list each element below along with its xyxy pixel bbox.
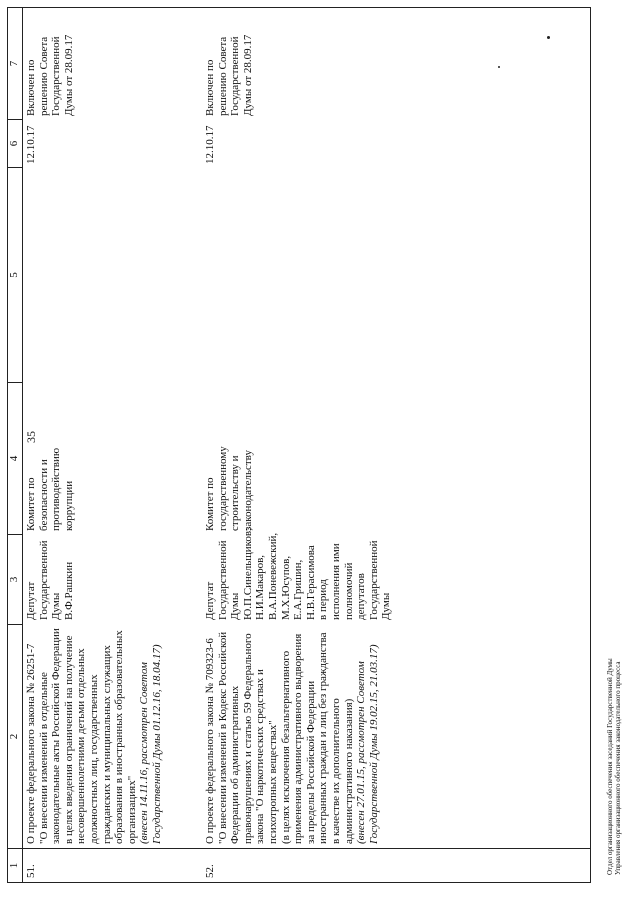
column-header: 1 — [8, 848, 22, 882]
inclusion-status: Включен по решению Совета Государственной Думы от 28.09.17 — [204, 34, 254, 116]
header-divider — [22, 8, 23, 882]
row-number: 52. — [204, 864, 216, 878]
page-number: 35 — [24, 431, 38, 443]
table-row — [25, 8, 195, 882]
footer-line-2: Управления организационного обеспечения законодательного процесса — [614, 661, 622, 875]
agenda-table — [7, 7, 591, 883]
bill-author: Депутат Государственной Думы В.Ф.Рашкин — [25, 540, 75, 620]
responsible-committee: Комитет по государственному строительству и законодательству — [204, 446, 254, 531]
column-header: 7 — [8, 60, 20, 67]
bill-title: О проекте федерального закона № 26251-7 "О внесении изменений в отдельные законодательные акты Российской Федерации в целях введения ограничений на получение несовершеннолетними детьми отдельных должностных лиц, государственных гражданских и муниципальных служащих образования в иностранных образовательных организациях" — [25, 628, 138, 844]
table-row — [204, 8, 434, 882]
column-header: 2 — [8, 624, 22, 848]
bill-note: (внесен 14.11.16, рассмотрен Советом Государственной Думы 01.12.16, 18.04.17) — [138, 644, 163, 844]
inclusion-status: Включен по решению Совета Государственной Думы от 28.09.17 — [25, 34, 75, 116]
responsible-committee: Комитет по безопасности и противодействию коррупции — [25, 447, 75, 531]
page-footer — [606, 658, 622, 875]
consideration-date: 12.10.17 — [204, 125, 216, 164]
row-number: 51. — [25, 864, 37, 878]
column-header: 5 — [8, 167, 22, 382]
consideration-date: 12.10.17 — [25, 125, 37, 164]
column-header: 6 — [8, 119, 22, 167]
bill-note: (внесен 27.01.15, рассмотрен Советом Государственной Думы 19.02.15, 21.03.17) — [355, 644, 380, 844]
footer-line-1: Отдел организационного обеспечения заседаний Государственной Думы — [606, 658, 614, 875]
bill-description — [204, 624, 380, 844]
bill-description — [25, 624, 164, 844]
column-header: 4 — [8, 382, 22, 534]
bill-title: О проекте федерального закона № 709323-6 "О внесении изменений в Кодекс Российской Федерации об административных правонарушениях и статью 59 Федерального закона "О наркотических средствах и психотропных веществах" (в целях исключения безальтернативного применения административного выдворения за пределы Российской Федерации иностранных граждан и лиц без гражданства в качестве их дополнительного административного наказания) — [204, 631, 355, 844]
bill-author: Депутат Государственной Думы Ю.П.Синельщиков; Н.И.Макаров, В.А.Поневежский, М.Х.Юсупов, Е.А.Гришин, Н.В.Герасимова в период исполнения ими полномочий депутатов Государственной Думы — [204, 527, 393, 620]
column-header: 3 — [8, 534, 22, 624]
